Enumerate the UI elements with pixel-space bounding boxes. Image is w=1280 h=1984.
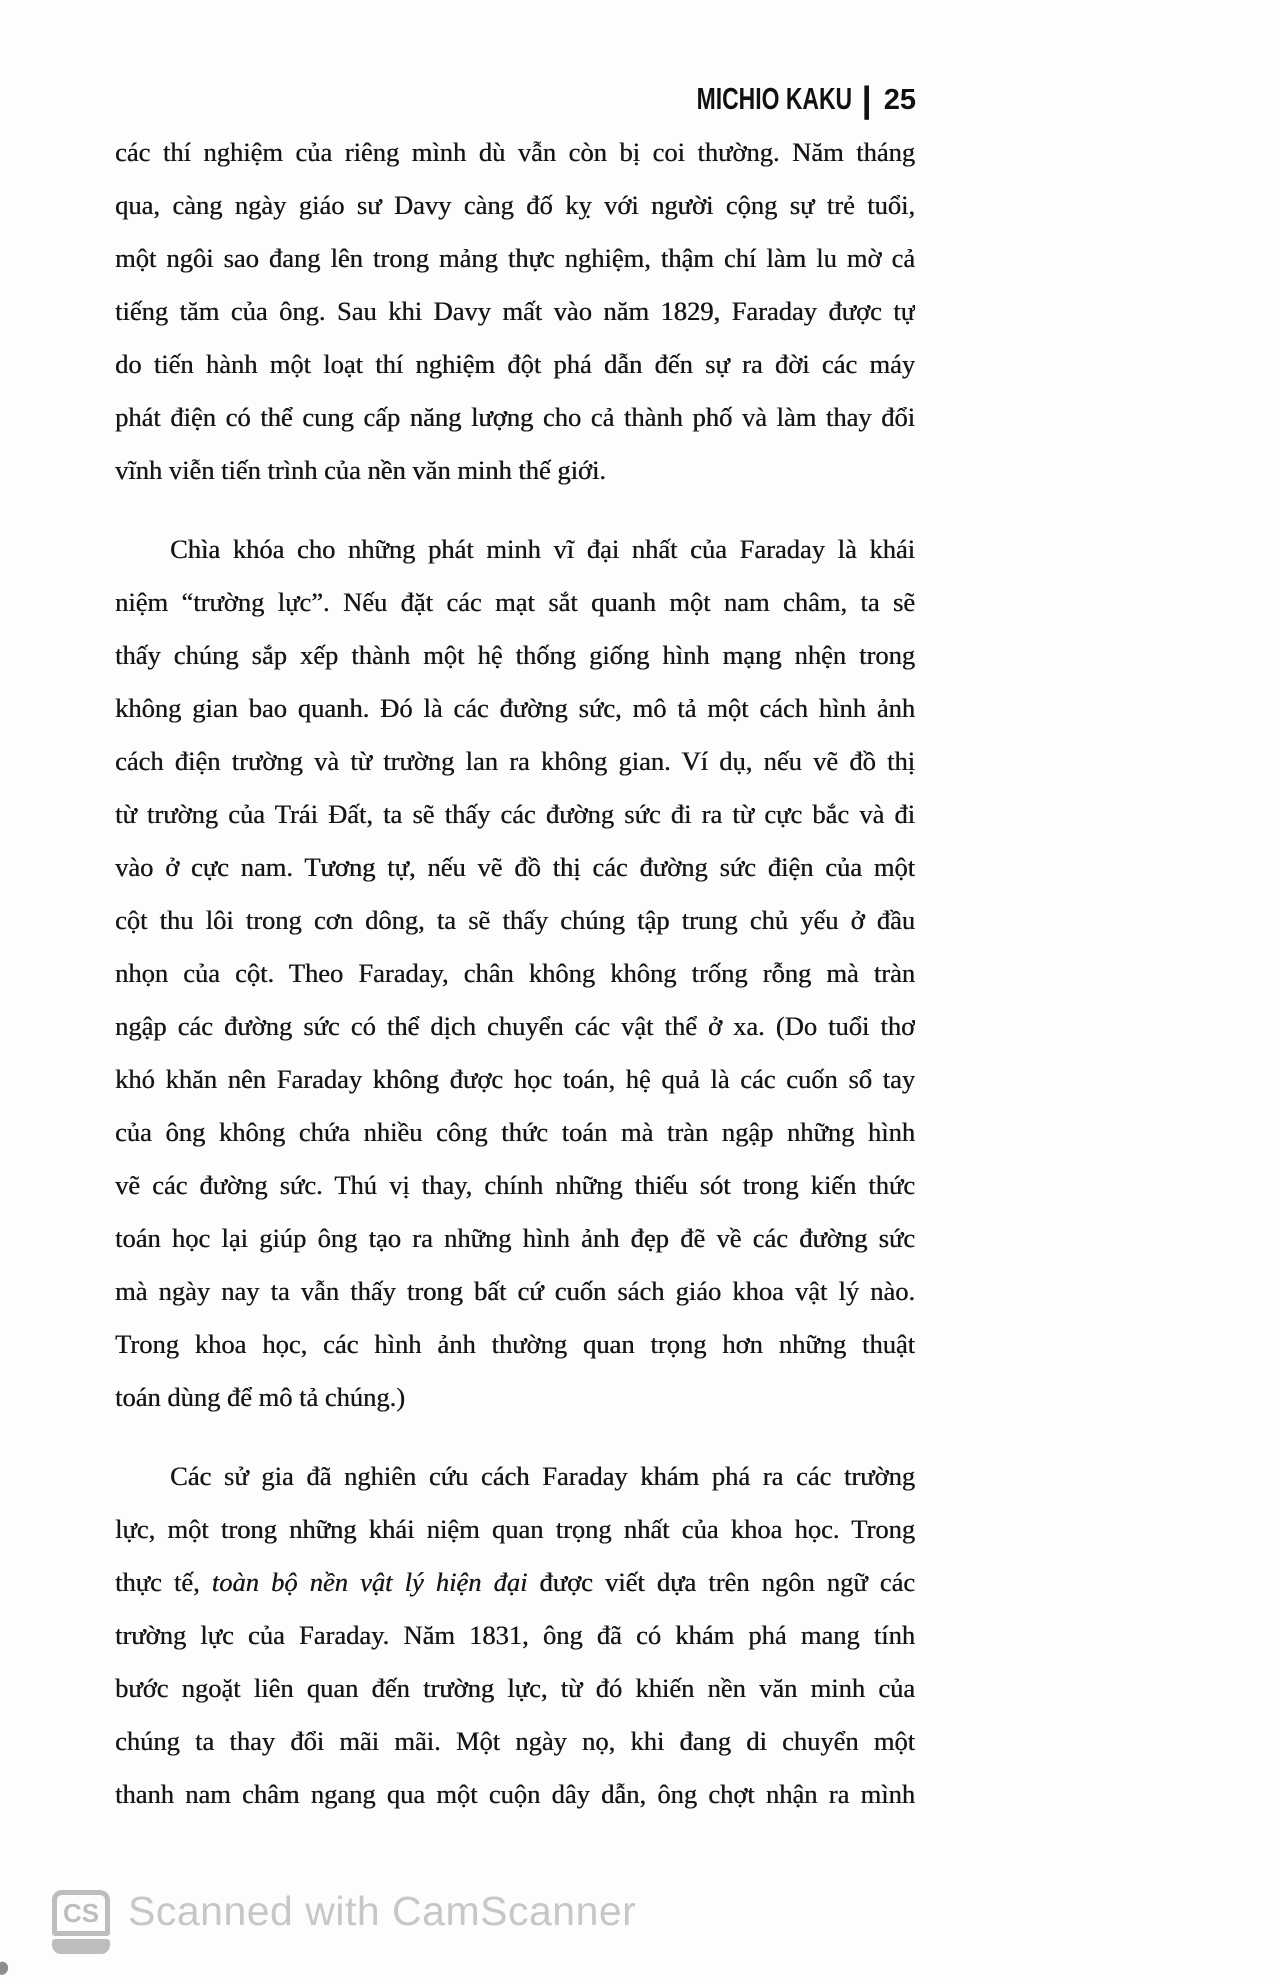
watermark-text: Scanned with CamScanner [128, 1888, 637, 1934]
text-line: ngập các đường sức có thể dịch chuyển các vật thể ở xa. (Do tuổi thơ [115, 1011, 915, 1041]
text-line: một ngôi sao đang lên trong mảng thực nghiệm, thậm chí làm lu mờ cả [115, 243, 915, 273]
camscanner-logo-icon [52, 1890, 110, 1956]
paragraph [115, 1450, 915, 1821]
text-line: Trong khoa học, các hình ảnh thường quan trọng hơn những thuật [115, 1329, 915, 1359]
text-line: từ trường của Trái Đất, ta sẽ thấy các đường sức đi ra từ cực bắc và đi [115, 799, 915, 829]
body-text [115, 126, 915, 1821]
text-line: Các sử gia đã nghiên cứu cách Faraday khám phá ra các trường [170, 1461, 915, 1491]
cs-logo-letters: CS [52, 1890, 110, 1936]
text-line: cách điện trường và từ trường lan ra không gian. Ví dụ, nếu vẽ đồ thị [115, 746, 915, 776]
paragraph [115, 126, 915, 497]
text-line: vĩnh viễn tiến trình của nền văn minh thế giới. [115, 455, 606, 485]
text-line: cột thu lôi trong cơn dông, ta sẽ thấy chúng tập trung chủ yếu ở đầu [115, 905, 915, 935]
camscanner-watermark [0, 1884, 1280, 1964]
text-line: trường lực của Faraday. Năm 1831, ông đã có khám phá mang tính [115, 1620, 915, 1650]
text-line: niệm “trường lực”. Nếu đặt các mạt sắt quanh một nam châm, ta sẽ [115, 587, 915, 617]
page-number: 25 [883, 84, 916, 116]
text-line: Chìa khóa cho những phát minh vĩ đại nhất của Faraday là khái [170, 534, 915, 564]
text-line: thấy chúng sắp xếp thành một hệ thống giống hình mạng nhện trong [115, 640, 915, 670]
text-line: các thí nghiệm của riêng mình dù vẫn còn bị coi thường. Năm tháng [115, 137, 915, 167]
paragraph [115, 523, 915, 1424]
author-name: MICHIO KAKU [696, 81, 852, 116]
text-line: không gian bao quanh. Đó là các đường sức, mô tả một cách hình ảnh [115, 693, 915, 723]
text-line: nhọn của cột. Theo Faraday, chân không không trống rỗng mà tràn [115, 958, 915, 988]
text-line: khó khăn nên Faraday không được học toán, hệ quả là các cuốn sổ tay [115, 1064, 915, 1094]
header-separator: | [861, 79, 872, 120]
text-line: lực, một trong những khái niệm quan trọng nhất của khoa học. Trong [115, 1514, 915, 1544]
text-line: của ông không chứa nhiều công thức toán mà tràn ngập những hình [115, 1117, 915, 1147]
text-line: thực tế, toàn bộ nền vật lý hiện đại được viết dựa trên ngôn ngữ các [115, 1567, 915, 1597]
text-line: chúng ta thay đổi mãi mãi. Một ngày nọ, khi đang di chuyển một [115, 1726, 915, 1756]
text-line: do tiến hành một loạt thí nghiệm đột phá dẫn đến sự ra đời các máy [115, 349, 915, 379]
text-line: mà ngày nay ta vẫn thấy trong bất cứ cuốn sách giáo khoa vật lý nào. [115, 1276, 915, 1306]
text-line: toán dùng để mô tả chúng.) [115, 1382, 405, 1412]
text-line: bước ngoặt liên quan đến trường lực, từ đó khiến nền văn minh của [115, 1673, 915, 1703]
running-header [642, 76, 916, 118]
text-line: vào ở cực nam. Tương tự, nếu vẽ đồ thị các đường sức điện của một [115, 852, 915, 882]
text-line: vẽ các đường sức. Thú vị thay, chính những thiếu sót trong kiến thức [115, 1170, 915, 1200]
cs-logo-bar [52, 1939, 110, 1954]
text-line: phát điện có thể cung cấp năng lượng cho cả thành phố và làm thay đổi [115, 402, 915, 432]
text-line: qua, càng ngày giáo sư Davy càng đố kỵ với người cộng sự trẻ tuổi, [115, 190, 915, 220]
text-line: thanh nam châm ngang qua một cuộn dây dẫn, ông chợt nhận ra mình [115, 1779, 915, 1809]
text-line: toán học lại giúp ông tạo ra những hình ảnh đẹp đẽ về các đường sức [115, 1223, 915, 1253]
text-line: tiếng tăm của ông. Sau khi Davy mất vào năm 1829, Faraday được tự [115, 296, 915, 326]
